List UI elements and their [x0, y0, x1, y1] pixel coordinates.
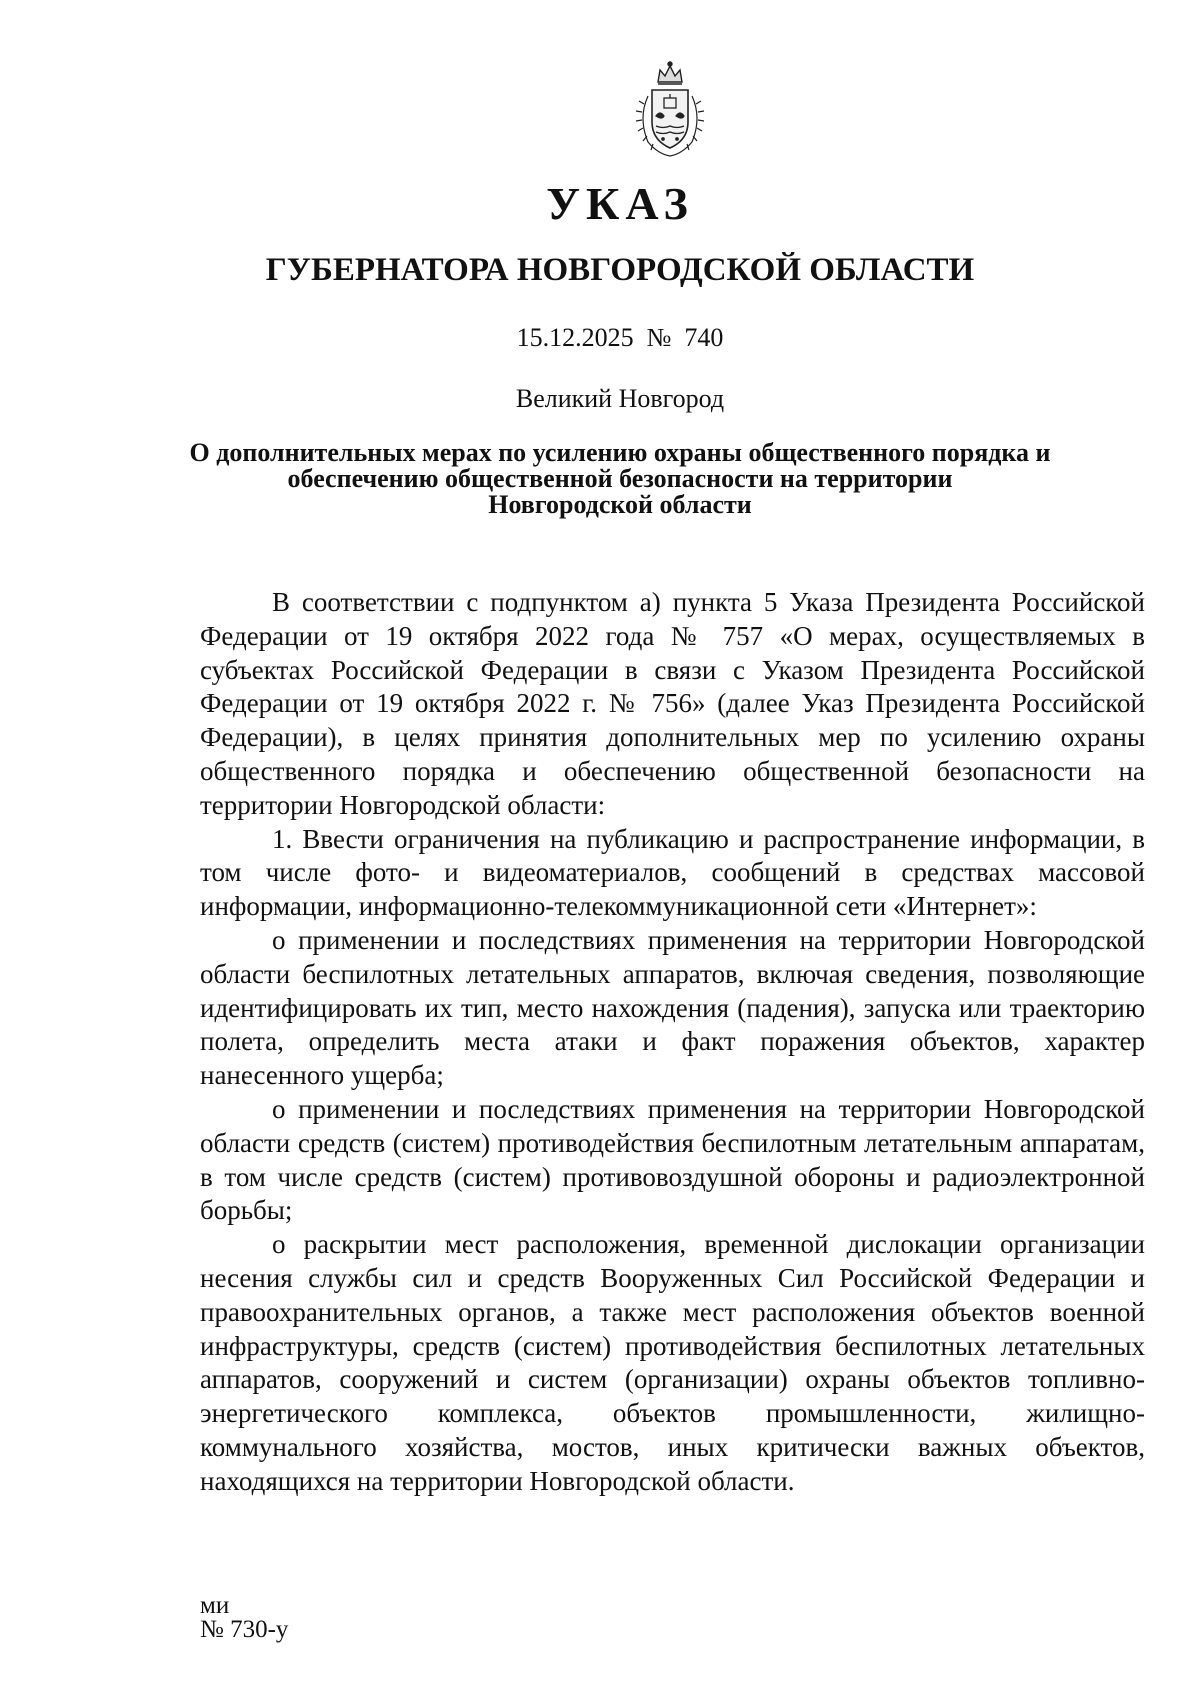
heading-line: обеспечению общественной безопасности на территории — [287, 464, 953, 493]
issue-city: Великий Новгород — [515, 384, 725, 413]
coat-of-arms-emblem — [630, 60, 710, 160]
body-paragraph: 1. Ввести ограничения на публикацию и распространение информации, в том числе фото- и видеоматериалов, сообщений в средствах массовой информации, информационно-телекоммуникационной сети «Интернет»: — [200, 823, 1145, 922]
heading-line: Новгородской области — [488, 490, 752, 519]
decree-number: 740 — [684, 323, 724, 352]
body-paragraph: о применении и последствиях применения на территории Новгородской области средств (систем) противодействия беспилотным летательным аппаратам, в том числе средств (систем) противовоздушной обороны и радиоэлектронной борьбы; — [200, 1093, 1145, 1226]
body-paragraph: о раскрытии мест расположения, временной дислокации организации несения службы сил и средств Вооруженных Сил Российской Федерации и правоохранительных органов, а также мест расположения объектов военной инфраструктуры, средств (систем) противодействия беспилотных летательных аппаратов, сооружений и систем (организации) охраны объектов топливно-энергетического комплекса, объектов промышленности, жилищно-коммунального хозяйства, мостов, иных критически важных объектов, находящихся на территории Новгородской области. — [200, 1229, 1145, 1496]
number-sign: № — [646, 323, 672, 352]
footer-reference — [200, 1594, 288, 1642]
decree-body — [200, 586, 1145, 1499]
date-number-line — [0, 322, 1200, 354]
decree-date: 15.12.2025 — [516, 323, 634, 352]
body-paragraph: В соответствии с подпунктом а) пункта 5 Указа Президента Российской Федерации от 19 октября 2022 года № 757 «О мерах, осуществляемых в субъектах Российской Федерации в связи с Указом Президента Российской Федерации от 19 октября 2022 г. № 756» (далее Указ Президента Российской Федерации), в целях принятия дополнительных мер по усилению охраны общественного порядка и обеспечению общественной безопасности на территории Новгородской области: — [200, 587, 1145, 820]
decree-heading — [180, 440, 1060, 518]
novgorod-coat-of-arms-icon — [630, 60, 710, 160]
issuer-subtitle: ГУБЕРНАТОРА НОВГОРОДСКОЙ ОБЛАСТИ — [265, 252, 975, 288]
executor-initials: ми — [200, 1592, 230, 1619]
decree-title: УКАЗ — [546, 178, 694, 229]
body-paragraph: о применении и последствиях применения на территории Новгородской области беспилотных летательных аппаратов, включая сведения, позволяющие идентифицировать их тип, место нахождения (падения), запуска или траекторию полета, определить места атаки и факт поражения объектов, характер нанесенного ущерба; — [200, 924, 1145, 1091]
heading-line: О дополнительных мерах по усилению охраны общественного порядка и — [189, 438, 1051, 467]
registration-number: № 730-у — [200, 1616, 289, 1643]
